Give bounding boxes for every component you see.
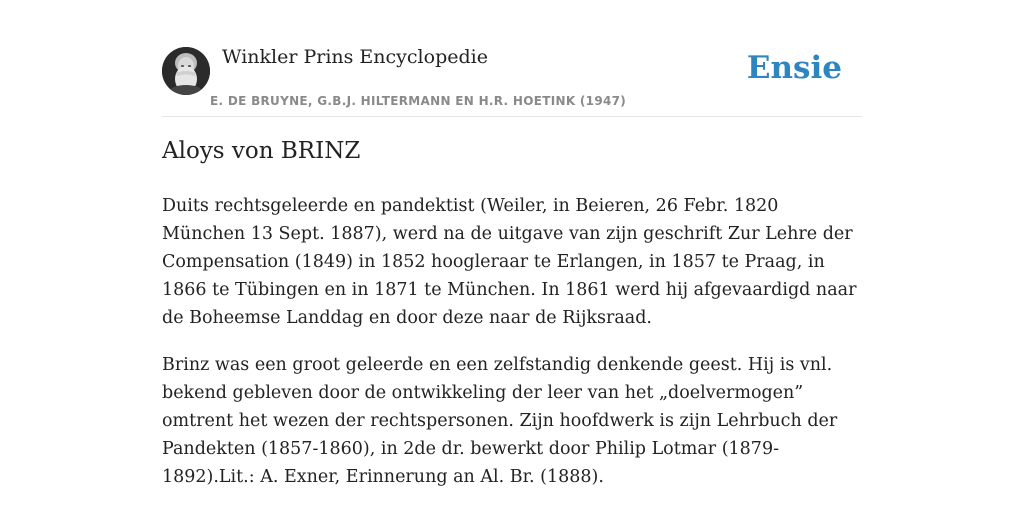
- article-title: Aloys von BRINZ: [162, 138, 361, 164]
- authors-credit: E. DE BRUYNE, G.B.J. HILTERMANN EN H.R. HOETINK (1947): [210, 94, 627, 108]
- article-paragraph: Duits rechtsgeleerde en pandektist (Weiler, in Beieren, 26 Febr. 1820 München 13 Sept. 1887), werd na de uitgave van zijn geschrift Zur Lehre der Compensation (1849) in 1852 hoogleraar te Erlangen, in 1857 te Praag, in 1866 te Tübingen en in 1871 te München. In 1861 werd hij afgevaardigd naar de Boheemse Landdag en door deze naar de Rijksraad.: [162, 196, 857, 328]
- bearded-man-portrait-icon: [162, 47, 210, 95]
- article-paragraph: Brinz was een groot geleerde en een zelfstandig denkende geest. Hij is vnl. bekend gebleven door de ontwikkeling der leer van het „doelvermogen” omtrent het wezen der rechtspersonen. Zijn hoofdwerk is zijn Lehrbuch der Pandekten (1857-1860), in 2de dr. bewerkt door Philip Lotmar (1879-1892).Lit.: A. Exner, Erinnerung an Al. Br. (1888).: [162, 355, 838, 487]
- site-title-link[interactable]: Winkler Prins Encyclopedie: [222, 46, 488, 68]
- ensie-logo-link[interactable]: Ensie: [746, 50, 842, 86]
- author-avatar-icon[interactable]: [162, 47, 210, 95]
- site-header: [162, 44, 862, 117]
- article-body: [162, 192, 862, 510]
